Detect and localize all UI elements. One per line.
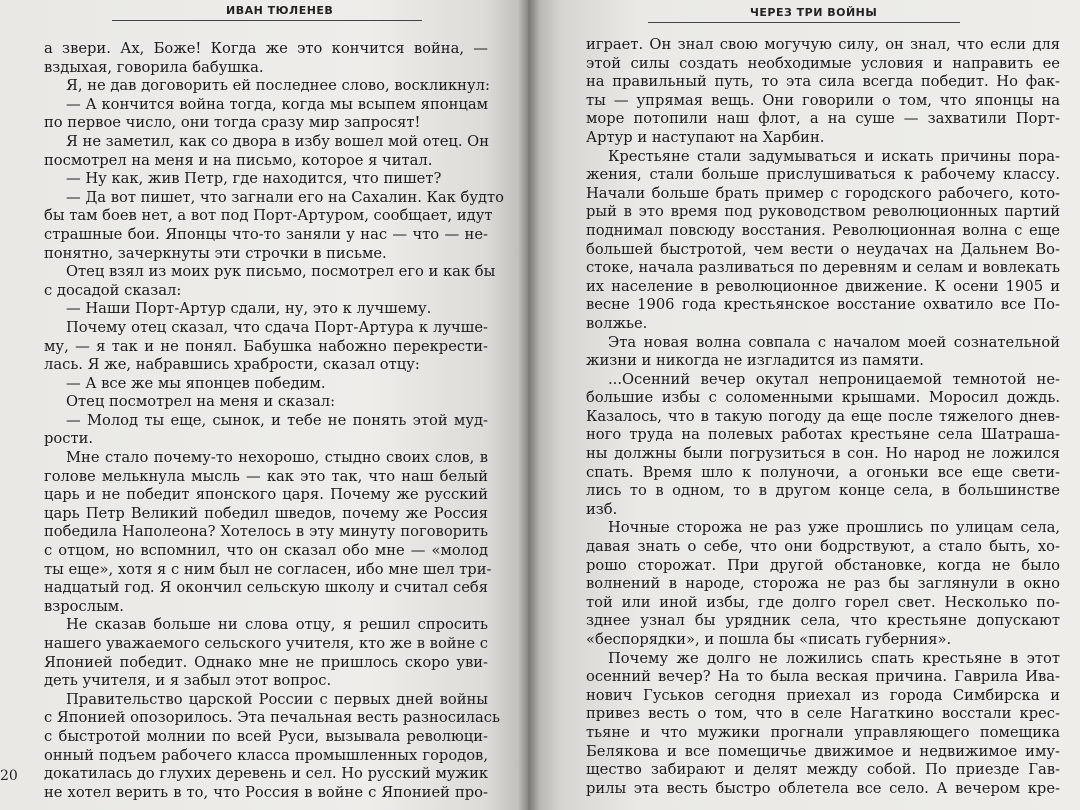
text-line: а звери. Ах, Боже! Когда же это кончится война, — [44,40,488,57]
text-line: изб. [586,500,618,518]
text-line: — Наши Порт-Артур сдали, ну, это к лучшему. [66,300,432,318]
text-line: рилы эта весть быстро облетела все село. А вечером кре- [586,779,1060,797]
text-line: понятно, зачеркнуты эти строчки в письме. [44,244,387,262]
text-line: взрослым. [44,597,124,615]
text-line: — Ну как, жив Петр, где находится, что пишет? [66,170,442,188]
text-line: тьяне и что мужики прогнали управляющего помещика [586,723,1060,741]
left-running-head: ИВАН ТЮЛЕНЕВ [226,4,334,17]
text-line: царь и не победит японского царя. Почему же русский [44,486,488,504]
text-line: Японией победит. Однако мне не пришлось скоро уви- [44,653,488,671]
text-line: лись то в одном, то в другом конце села, в большинстве [586,482,1060,500]
text-line: бы там боев нет, а вот под Порт-Артуром, сообщает, идут [44,207,493,225]
left-header-rule [112,20,422,21]
page-number: 20 [0,768,18,784]
text-line: этой силы создать необходимые условия и направить ее [586,54,1060,72]
text-line: по первое число, они тогда сразу мир запросят! [44,114,421,132]
text-line: Эта новая волна совпала с началом моей сознательной [608,333,1060,351]
text-line: Отец взял из моих рук письмо, посмотрел его и как бы [66,263,496,281]
text-line: стоке, начала разливаться по деревням и селам и вовлекать [586,259,1060,277]
text-line: осенний вечер? На то была веская причина. Гаврила Ива- [586,668,1060,686]
text-line: давая знать о себе, что они бодрствуют, а стало быть, хо- [586,538,1060,556]
left-page-text [44,40,505,802]
text-line: ...Осенний вечер окутал непроницаемой темнотой не- [608,370,1060,388]
left-page [0,0,528,810]
text-line: с быстротой молнии по всей Руси, вызывала революци- [44,727,488,745]
text-line: — А кончится война тогда, когда мы всыпем японцам [66,95,488,113]
text-line: онный подъем рабочего класса промышленных городов, [44,746,488,764]
text-line: поднимал повсюду восстания. Революционная волна с еще [586,221,1060,239]
right-header-rule [648,22,960,23]
text-line: щество забирают и делят между собой. По приезде Гав- [586,761,1060,779]
text-line: Ночные сторожа не раз уже прошлись по улицам села, [608,519,1060,537]
text-line: большие избы с соломенными крышами. Моросил дождь. [586,389,1060,407]
text-line: рый в это время под руководством революционных партий [586,203,1060,221]
text-line: зднее узнал бы урядник села, что крестьяне допускают [586,612,1060,630]
text-line: докатилась до глухих деревень и сел. Но русский мужик [44,765,489,783]
text-line: привез весть о том, что в селе Нагаткино восстали крес- [586,705,1060,723]
text-line: нович Гуськов сегодня приехал из города Симбирска и [586,686,1060,704]
text-line: рости. [44,430,94,448]
text-line: Не сказав больше ни слова отцу, я решил спросить [66,616,488,634]
text-line: ты еще», хотя я с ним был не согласен, ибо мне шел три- [44,560,492,578]
text-line: той или иной избы, где долго горел свет. Несколько по- [586,593,1060,611]
text-line: посмотрел на меня и на письмо, которое я читал. [44,151,433,169]
text-line: Я не заметил, как со двора в избу вошел мой отец. Он [66,132,489,150]
text-line: Артур и наступают на Харбин. [586,128,825,146]
text-line: Крестьяне стали задумываться и искать причины пора- [608,147,1060,165]
text-line: весне 1906 года крестьянское восстание охватило все По- [586,296,1060,314]
text-line: царь Петр Великий победил шведов, почему же Россия [44,504,488,522]
text-line: Почему же долго не ложились спать крестьяне в этот [608,649,1060,667]
text-line: не хотел верить в то, что Россия в войне с Японией про- [44,783,488,801]
text-line: деть учителя, и я забыл этот вопрос. [44,672,332,690]
text-line: Начали больше брать пример с городского рабочего, кото- [586,184,1060,202]
text-line: жизни и никогда не изгладится из памяти. [586,352,924,370]
text-line: Отец посмотрел на меня и сказал: [66,393,336,411]
book-spine-shadow [518,0,540,810]
right-page-text [586,36,1060,798]
text-line: ты — упрямая вещь. Они говорили о том, что японцы на [586,91,1060,109]
text-line: на правильный путь, то эта сила всегда победит. Но фак- [586,73,1060,91]
text-line: с Японией опозорилось. Эта печальная весть разносилась [44,709,501,727]
text-line: Казалось, что в такую погоду да еще после тяжелого днев- [586,407,1060,425]
right-page [528,0,1080,810]
text-line: играет. Он знал свою могучую силу, он знал, что если для [586,36,1060,53]
text-line: рошо сторожат. При другой обстановке, когда не было [586,556,1060,574]
text-line: ны должны были погрузиться в сон. Но народ не ложился [586,445,1060,463]
text-line: волжье. [586,314,648,332]
text-line: — Да вот пишет, что загнали его на Сахалин. Как будто [66,188,505,206]
text-line: спать. Время шло к полуночи, а огоньки все еще свети- [586,463,1060,481]
text-line: лась. Я же, набравшись храбрости, сказал отцу: [44,356,420,374]
text-line: Почему отец сказал, что сдача Порт-Артура к лучше- [66,318,488,336]
text-line: море потопили наш флот, а на суше — захватили Порт- [586,110,1060,128]
text-line: жения, стали больше прислушиваться к рабочему классу. [586,166,1060,184]
text-line: — А все же мы японцев победим. [66,374,326,392]
text-line: «беспорядки», и пошла бы «писать губерния». [586,631,952,648]
text-line: с отцом, но вспомнил, что он сказал обо мне — «молод [44,542,488,560]
text-line: Я, не дав договорить ей последнее слово, воскликнул: [66,77,490,95]
text-line: му, — я так и не понял. Бабушка набожно перекрести- [44,337,488,355]
text-line: Правительство царской России с первых дней войны [66,690,488,708]
text-line: ного труда на полевых работах крестьяне села Шатраша- [586,426,1060,444]
text-line: Белякова и все помещичье движимое и недвижимое иму- [586,742,1060,760]
text-line: большей быстротой, чем вести о неудачах на Дальнем Во- [586,240,1060,258]
text-line: нашего уважаемого сельского учителя, кто же в войне с [44,635,488,652]
text-line: с досадой сказал: [44,281,182,299]
right-running-head: ЧЕРЕЗ ТРИ ВОЙНЫ [750,6,878,19]
text-line: Мне стало почему-то нехорошо, стыдно своих слов, в [66,449,488,467]
text-line: победила Наполеона? Хотелось в эту минуту поговорить [44,523,488,541]
text-line: их население в революционное движение. К осени 1905 и [586,277,1060,295]
text-line: страшные бои. Японцы что-то заняли у нас — что — не- [44,225,488,243]
text-line: — Молод ты еще, сынок, и тебе не понять этой муд- [66,411,488,429]
text-line: голове мелькнула мысль — как это так, что наш белый [44,467,488,485]
text-line: надцатый год. Я окончил сельскую школу и считал себя [44,579,488,597]
text-line: волнений в народе, сторожа не раз бы заглянули в окно [586,575,1060,593]
text-line: вздыхая, говорила бабушка. [44,58,264,76]
